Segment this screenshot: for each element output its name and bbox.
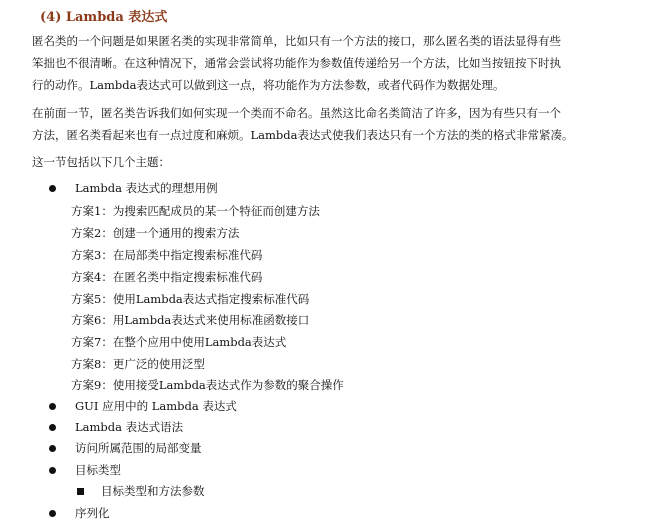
- paragraph-anonymous-class-problem: [32, 30, 632, 96]
- paragraph-line: 在前面一节，匿名类告诉我们如何实现一个类而不命名。虽然这比命名类简洁了许多，因为有些只有一个: [32, 106, 561, 120]
- list-item: 方案3：在局部类中指定搜索标准代码: [71, 248, 263, 262]
- section-heading: (4) Lambda 表达式: [40, 10, 168, 25]
- bullet-icon: [49, 445, 56, 452]
- list-item: 方案5：使用Lambda表达式指定搜索标准代码: [71, 292, 310, 306]
- list-item: 目标类型: [75, 463, 121, 477]
- list-item: 方案1：为搜索匹配成员的某一个特征而创建方法: [71, 204, 320, 218]
- bullet-icon: [49, 467, 56, 474]
- paragraph-line: 行的动作。Lambda表达式可以做到这一点，将功能作为方法参数，或者代码作为数据处理。: [32, 78, 505, 92]
- paragraph-lambda-compact: [32, 102, 632, 146]
- paragraph-line: 方法，匿名类看起来也有一点过度和麻烦。Lambda表达式使我们表达只有一个方法的类的格式非常紧凑。: [32, 128, 574, 142]
- bullet-icon: [49, 510, 56, 517]
- square-bullet-icon: [77, 488, 84, 495]
- bullet-icon: [49, 403, 56, 410]
- list-item: 方案4：在匿名类中指定搜索标准代码: [71, 270, 263, 284]
- list-item: 目标类型和方法参数: [101, 484, 205, 498]
- paragraph-line: 笨拙也不很清晰。在这种情况下，通常会尝试将功能作为参数值传递给另一个方法，比如当按钮按下时执: [32, 56, 561, 70]
- list-item: 方案7：在整个应用中使用Lambda表达式: [71, 335, 287, 349]
- list-item: 序列化: [75, 506, 110, 520]
- list-item: 方案8：更广泛的使用泛型: [71, 357, 205, 371]
- list-item: 方案6：用Lambda表达式来使用标准函数接口: [71, 313, 310, 327]
- topics-intro: 这一节包括以下几个主题：: [32, 155, 170, 169]
- list-item: 方案2：创建一个通用的搜索方法: [71, 226, 240, 240]
- bullet-icon: [49, 424, 56, 431]
- list-item: Lambda 表达式语法: [75, 420, 184, 434]
- paragraph-line: 匿名类的一个问题是如果匿名类的实现非常简单，比如只有一个方法的接口，那么匿名类的语法显得有些: [32, 34, 561, 48]
- list-item: Lambda 表达式的理想用例: [75, 181, 218, 195]
- list-item: GUI 应用中的 Lambda 表达式: [75, 399, 237, 413]
- list-item: 方案9：使用接受Lambda表达式作为参数的聚合操作: [71, 378, 344, 392]
- list-item: 访问所属范围的局部变量: [75, 441, 202, 455]
- bullet-icon: [49, 185, 56, 192]
